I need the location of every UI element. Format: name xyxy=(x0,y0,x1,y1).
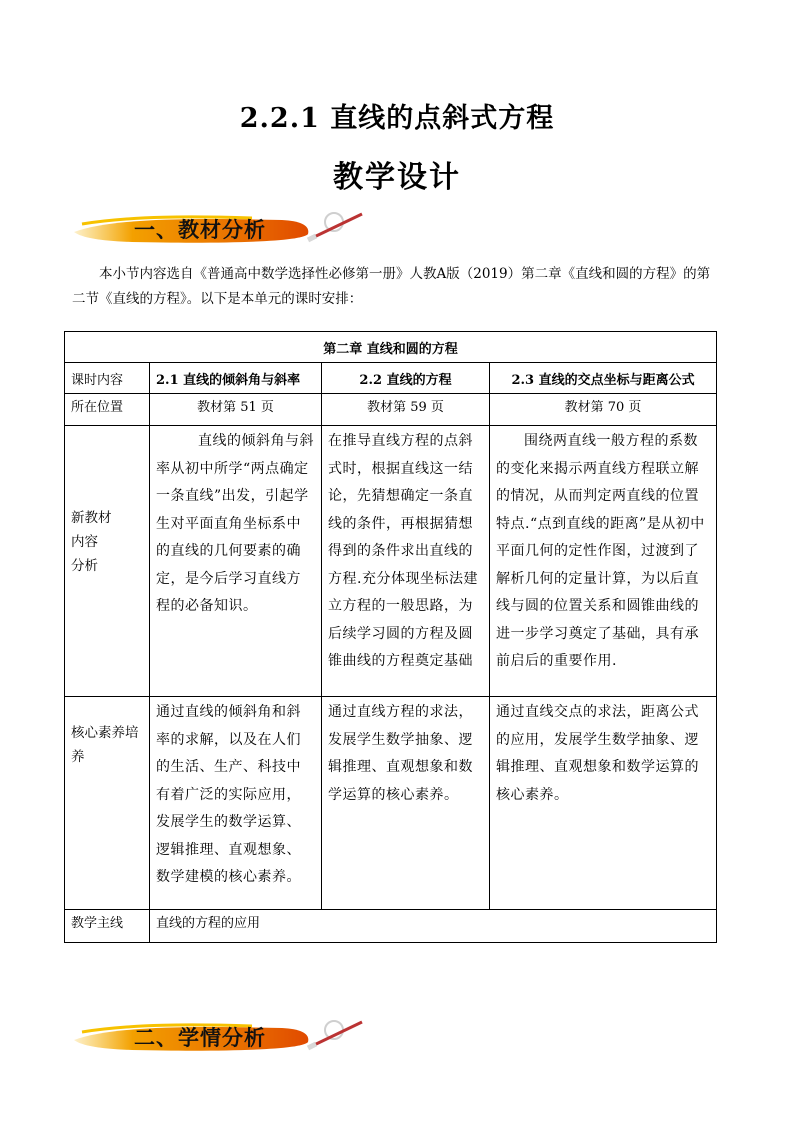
row-label-location: 所在位置 xyxy=(65,394,150,426)
literacy-col-1: 通过直线的倾斜角和斜率的求解，以及在人们的生活、生产、科技中有着广泛的实际应用，发展学生的数学运算、逻辑推理、直观想象、数学建模的核心素养。 xyxy=(150,697,322,910)
document-subtitle: 教学设计 xyxy=(333,160,461,195)
row-label-content: 课时内容 xyxy=(65,363,150,394)
literacy-col-2: 通过直线方程的求法，发展学生数学抽象、逻辑推理、直观想象和数学运算的核心素养。 xyxy=(322,697,490,910)
row-label-mainline: 教学主线 xyxy=(65,910,150,943)
location-col-2: 教材第 59 页 xyxy=(322,394,490,426)
literacy-col-3: 通过直线交点的求法，距离公式的应用，发展学生数学抽象、逻辑推理、直观想象和数学运算的核心素养。 xyxy=(490,697,717,910)
row-label-line: 新教材 xyxy=(71,510,112,526)
section-banner-1 xyxy=(72,208,372,252)
mainline-value: 直线的方程的应用 xyxy=(150,910,717,943)
intro-paragraph: 本小节内容选自《普通高中数学选择性必修第一册》人教A版（2019）第二章《直线和圆的方程》的第二节《直线的方程》。以下是本单元的课时安排： xyxy=(72,266,711,307)
header-col-1: 2.1 直线的倾斜角与斜率 xyxy=(150,363,322,394)
section-label: 二、学情分析 xyxy=(134,1026,266,1050)
document-title: 2.2.1 直线的点斜式方程 xyxy=(239,103,555,134)
analysis-col-2: 在推导直线方程的点斜式时，根据直线这一结论，先猜想确定一条直线的条件，再根据猜想得到的条件求出直线的方程.充分体现坐标法建立方程的一般思路，为后续学习圆的方程及圆锥曲线的方程奠定基础 xyxy=(322,426,490,697)
lesson-plan-table xyxy=(64,331,717,943)
analysis-col-3: 围绕两直线一般方程的系数的变化来揭示两直线方程联立解的情况，从而判定两直线的位置特点.“点到直线的距离”是从初中平面几何的定性作图，过渡到了解析几何的定量计算，为以后直线与圆的位置关系和圆锥曲线的进一步学习奠定了基础，具有承前启后的重要作用. xyxy=(490,426,717,697)
row-label-line: 内容 xyxy=(71,534,98,550)
location-col-1: 教材第 51 页 xyxy=(150,394,322,426)
row-label-analysis xyxy=(65,426,150,697)
section-label: 一、教材分析 xyxy=(134,218,266,242)
section-banner-2 xyxy=(72,1016,372,1060)
location-col-3: 教材第 70 页 xyxy=(490,394,717,426)
row-label-literacy: 核心素养培养 xyxy=(65,697,150,910)
header-col-2: 2.2 直线的方程 xyxy=(322,363,490,394)
row-label-line: 分析 xyxy=(71,558,98,574)
analysis-col-1: 直线的倾斜角与斜率从初中所学“两点确定一条直线”出发，引起学生对平面直角坐标系中的直线的几何要素的确定，是今后学习直线方程的必备知识。 xyxy=(150,426,322,697)
header-col-3: 2.3 直线的交点坐标与距离公式 xyxy=(490,363,717,394)
chapter-heading: 第二章 直线和圆的方程 xyxy=(65,332,717,363)
